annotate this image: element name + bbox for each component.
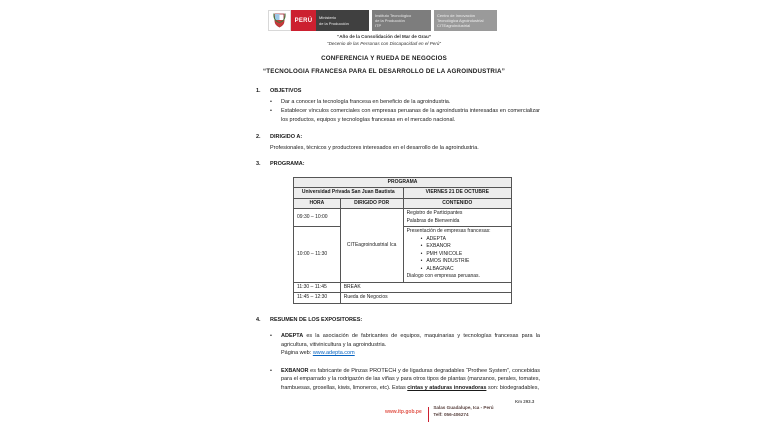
adepta-web-line [281, 349, 540, 358]
table-row [294, 177, 512, 188]
table-row [294, 209, 512, 227]
ministry-line: Ministerio [319, 15, 337, 21]
section-number: 1. [256, 88, 261, 94]
col-header-hora: HORA [294, 198, 341, 209]
content-line: Registro de Participantes [406, 210, 463, 217]
company-name: ADEPTA [281, 333, 304, 340]
bullet-icon: • [270, 98, 272, 105]
section-label: DIRIGIDO A: [270, 134, 303, 141]
company-item: • ADEPTA [421, 236, 508, 244]
company-name: EXBANOR [281, 367, 309, 374]
document-body [256, 87, 540, 401]
peru-label: PERÚ [294, 17, 313, 24]
adepta-description [281, 332, 540, 358]
section-number: 2. [256, 134, 261, 141]
page-footer [385, 405, 494, 422]
section-number: 3. [256, 161, 261, 168]
table-row [294, 293, 512, 304]
list-item [270, 98, 540, 107]
peru-coat-of-arms-icon [268, 10, 291, 31]
company-item: • EXBANOR [421, 243, 508, 251]
objetivo-text: Dar a conocer la tecnología francesa en beneficio de la agroindustria. [281, 98, 451, 105]
time-cell: 09:30 – 10:00 [294, 209, 341, 227]
section-heading-programa [256, 160, 540, 169]
objetivos-list [270, 98, 540, 125]
table-row [294, 188, 512, 199]
adepta-website-link[interactable]: www.adepta.com [312, 350, 355, 357]
section-number: 4. [256, 316, 261, 323]
table-row [294, 227, 512, 283]
dirigido-cell: CITEagroindustrial Ica [340, 209, 403, 283]
cite-line: CITEagroindustrial [437, 23, 471, 29]
table-title-cell: PROGRAMA [294, 177, 512, 188]
underlined-phrase: cintas y ataduras innovadoras [407, 384, 487, 391]
content-cell: BREAK [340, 282, 511, 293]
section-heading-objetivos [256, 87, 540, 96]
expositores-list [270, 332, 540, 392]
header-mottos [0, 34, 768, 46]
time-cell: 11:45 – 12:30 [294, 293, 341, 304]
section-label: RESUMEN DE LOS EXPOSITORES: [270, 316, 363, 323]
ministry-line: de la Producción [319, 20, 349, 26]
footer-divider [428, 407, 430, 422]
footer-address-line: Salas Guadalupe, Ica - Perú [433, 405, 494, 410]
web-label: Página web: [281, 350, 313, 357]
table-header-row [294, 198, 512, 209]
list-item-adepta [270, 332, 540, 358]
table-row [294, 282, 512, 293]
time-cell: 10:00 – 11:30 [294, 227, 341, 283]
bullet-icon: • [270, 367, 272, 374]
header-logo-strip [268, 10, 497, 31]
company-item: • AMOS INDUSTRIE [421, 258, 508, 266]
document-title: CONFERENCIA Y RUEDA DE NEGOCIOS [321, 55, 447, 62]
itp-website-link[interactable]: www.itp.gob.pe [385, 409, 422, 415]
bullet-icon: • [270, 333, 272, 340]
section-heading-resumen [256, 316, 540, 325]
date-cell: VIERNES 21 DE OCTUBRE [403, 188, 511, 199]
company-text: son: biodegradables, [486, 384, 540, 391]
list-item [270, 107, 540, 124]
cite-line: Centro de Innovación [437, 12, 476, 18]
col-header-dirigido: DIRIGIDO POR [340, 198, 403, 209]
time-cell: 11:30 – 11:45 [294, 282, 341, 293]
itp-logo [372, 10, 431, 31]
document-subtitle: “TECNOLOGIA FRANCESA PARA EL DESARROLLO DE LA AGROINDUSTRIA” [263, 68, 505, 75]
venue-cell: Universidad Privada San Juan Bautista [294, 188, 404, 199]
itp-line: ITP [375, 23, 382, 29]
section-label: OBJETIVOS [270, 88, 302, 94]
exbanor-description [281, 367, 540, 393]
bullet-icon: • [270, 108, 272, 115]
footer-address [433, 405, 493, 419]
company-item: • ALBAGNAC [421, 266, 508, 274]
peru-coat-of-arms-icon [273, 13, 286, 28]
objetivo-text: Establecer vínculos comerciales con empresas peruanas de la agroindustria interesadas en comercializar los productos, equipos y tecnologías francesas en el mercado nacional. [281, 108, 540, 123]
motto-year: “Año de la Consolidación del Mar de Grau” [336, 34, 432, 39]
col-header-contenido: CONTENIDO [403, 198, 511, 209]
dirigido-text: Profesionales, técnicos y productores interesados en el desarrollo de la agroindustria. [270, 144, 479, 151]
itp-line: Instituto Tecnológico [375, 12, 412, 18]
cite-logo [434, 10, 497, 31]
content-line: Palabras de Bienvenida [406, 217, 460, 224]
section-heading-dirigido [256, 133, 540, 142]
footer-address-km: Km 293.3 [515, 399, 535, 404]
company-list [421, 236, 508, 274]
motto-decenio: “Decenio de las Personas con Discapacidad en el Perú” [327, 40, 441, 46]
content-cell [403, 209, 511, 227]
peru-wordmark [291, 10, 316, 31]
itp-line: de la Producción [375, 17, 405, 23]
company-text: es la asociación de fabricantes de equipos, maquinarias y tecnologías francesas para la agricultura, vitivinicultura y la agroindustria. [281, 333, 540, 348]
content-line: Presentación de empresas francesas: [406, 228, 491, 235]
content-cell [403, 227, 511, 283]
company-item: • PMH VINICOLE [421, 251, 508, 259]
company-text: es fabricante de Pinzas PROTECH y de ligaduras degradables “Prothee System”, concebidas para el emparrado y la rodrigazón de las viñas y para otros tipos de plantas (manzanos, perales, tomates, frambuesas, grosellas, kiwis, limoneros, etc). Estas [281, 367, 540, 391]
program-table [293, 177, 512, 304]
content-cell: Rueda de Negocios [340, 293, 511, 304]
content-line: Dialogo con empresas peruanas. [406, 273, 480, 280]
list-item-exbanor [270, 367, 540, 393]
cite-line: Tecnológica Agroindustrial [437, 17, 484, 23]
footer-phone: Telf: 056-406274 [433, 411, 469, 417]
ministry-logo [316, 10, 369, 31]
section-label: PROGRAMA: [270, 161, 305, 168]
